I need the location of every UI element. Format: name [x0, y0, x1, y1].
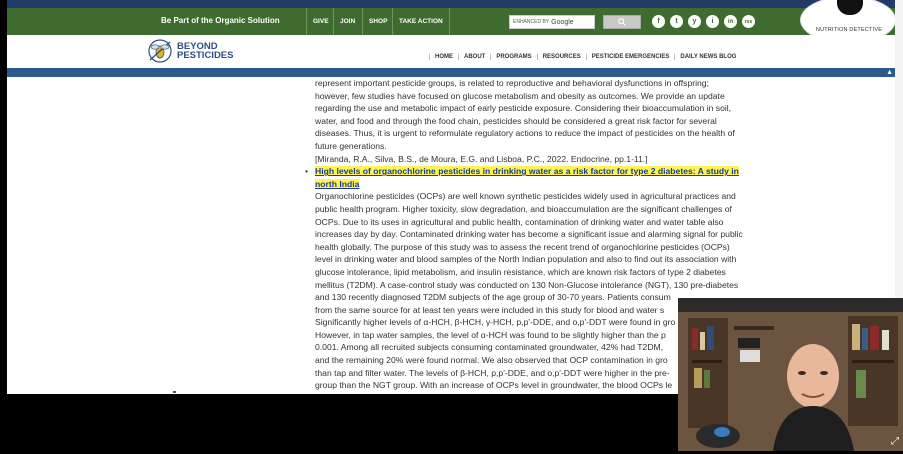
- article-line: Significantly higher levels of α-HCH, β-HCH, γ-HCH, p,p'-DDE, and o,p'-DDT were found in gro: [315, 317, 676, 328]
- article-line: represent important pesticide groups, is related to reproductive and behavioral dysfunctions in offspring;: [315, 78, 709, 88]
- article-line: regarding the use and metabolic impact of early pesticide exposure. Considering their bioaccumulation in soil,: [315, 103, 732, 114]
- article-bullet: [305, 165, 765, 190]
- bullet-marker: •: [305, 166, 309, 177]
- fullscreen-icon[interactable]: ⤢: [891, 436, 899, 447]
- bee-icon: [147, 38, 173, 64]
- search-input[interactable]: [509, 15, 595, 29]
- logo-row: [7, 35, 903, 68]
- utility-bar: [7, 8, 903, 35]
- badge-text: NUTRITION DETECTIVE: [815, 27, 883, 33]
- webcam-video-overlay[interactable]: [678, 298, 903, 451]
- main-nav-home[interactable]: HOME: [429, 54, 458, 60]
- nav-shop[interactable]: SHOP: [369, 18, 388, 25]
- utility-nav-shop-wrap: [362, 8, 393, 35]
- utility-nav-join-wrap: [333, 8, 361, 35]
- facebook-icon[interactable]: f: [652, 15, 665, 28]
- search-brand: Google: [551, 18, 574, 26]
- article-line: However, in tap water samples, the level of α-HCH was found to be slightly higher than the p: [315, 329, 666, 340]
- article-line: mellitus (T2DM). A case-control study was conducted on 130 Non-Glucose intolerance (NGT), 130 pre-diabetes: [315, 279, 739, 290]
- utility-nav-action-wrap: [392, 8, 450, 35]
- article-line: however, few studies have focused on glucose metabolism and obesity as outcomes. We provide an update: [315, 90, 725, 101]
- tagline: Be Part of the Organic Solution: [161, 16, 280, 25]
- main-nav-programs[interactable]: PROGRAMS: [490, 54, 536, 60]
- article-line: and the remaining 20% were found normal. We also observed that OCP contamination in gro: [315, 355, 668, 366]
- sidebar-mark: [173, 391, 176, 393]
- article-line: 0.001. Among all recruited subjects consuming contaminated groundwater, 42% had T2DM,: [315, 342, 664, 353]
- citation: [Miranda, R.A., Silva, B.S., de Moura, E.G. and Lisboa, P.C., 2022. Endocrine, pp.1-11.]: [315, 153, 648, 164]
- rss-icon[interactable]: rss: [742, 15, 755, 28]
- site-logo[interactable]: [147, 38, 234, 64]
- article-line: increases day by day. Contaminated drinking water has become a significant issue and alarming signal for public: [315, 229, 743, 240]
- search-button[interactable]: [603, 15, 641, 29]
- nav-join[interactable]: JOIN: [340, 18, 356, 25]
- article-line: level in drinking water and blood samples of the North Indian population and also to find out its association with: [315, 254, 737, 265]
- article-line: glucose intolerance, lipid metabolism, and insulin resistance, which are known risk factors of type 2 diabetes: [315, 266, 726, 277]
- article-line: from the same source for at least ten years were included in this study for blood and water s: [315, 304, 665, 315]
- nav-divider-bar: [7, 68, 903, 77]
- article-line: diseases. Thus, it is urgent to reformulate regulatory actions to reduce the impact of pesticides on the health of: [315, 128, 735, 139]
- main-nav-daily-news-blog[interactable]: DAILY NEWS BLOG: [674, 54, 741, 60]
- logo-line2: PESTICIDES: [177, 50, 234, 61]
- logo-text: [177, 42, 234, 60]
- article-line: Organochlorine pesticides (OCPs) are well known synthetic pesticides widely used in agricultural practices and: [315, 191, 736, 202]
- main-nav-about[interactable]: ABOUT: [458, 54, 490, 60]
- logo-line1: BEYOND: [177, 41, 218, 52]
- article-line: future generations.: [315, 140, 387, 151]
- main-nav-resources[interactable]: RESOURCES: [537, 54, 586, 60]
- search-icon: [618, 18, 626, 26]
- study-link-line1[interactable]: High levels of organochlorine pesticides in drinking water as a risk factor for type 2 diabetes: A study in: [315, 166, 739, 177]
- youtube-icon[interactable]: y: [688, 15, 701, 28]
- main-nav-pesticide-emergencies[interactable]: PESTICIDE EMERGENCIES: [586, 54, 675, 60]
- article-line: health globally. The purpose of this study was to assess the recent trend of organochlorine pesticides (OCPs): [315, 241, 730, 252]
- instagram-icon[interactable]: i: [706, 15, 719, 28]
- article-line: and 130 recently diagnosed T2DM subjects of the age group of 30-70 years. Patients consum: [315, 292, 671, 303]
- nav-take-action[interactable]: TAKE ACTION: [399, 18, 443, 25]
- study-link-line2[interactable]: north India: [315, 178, 360, 189]
- nav-give[interactable]: GIVE: [313, 18, 329, 25]
- article-line: group than the NGT group. With an increase of OCPs level in groundwater, the blood OCPs le: [315, 380, 673, 391]
- article-line: public health program. Higher toxicity, slow degradation, and bioaccumulation are the significant challenges of: [315, 203, 732, 214]
- linkedin-icon[interactable]: in: [724, 15, 737, 28]
- scroll-up-icon[interactable]: ▲: [886, 69, 893, 76]
- top-strip: [7, 0, 903, 8]
- main-nav: [429, 54, 741, 60]
- article-line: water, and food and through the food chain, pesticides should be considered a great risk factor for several: [315, 115, 717, 126]
- webcam-frame-image: [678, 298, 903, 451]
- article-line: than tap and filter water. The levels of β-HCH, p,p'-DDE, and o,p'-DDT were higher in the pre-: [315, 367, 670, 378]
- utility-nav: [306, 8, 335, 35]
- badge-logo-icon: [837, 0, 863, 15]
- twitter-icon[interactable]: t: [670, 15, 683, 28]
- article-line: OCPs. Due to its uses in agricultural and public health, contamination of drinking water and water table also: [315, 216, 724, 227]
- search-prefix: ENHANCED BY: [513, 19, 550, 25]
